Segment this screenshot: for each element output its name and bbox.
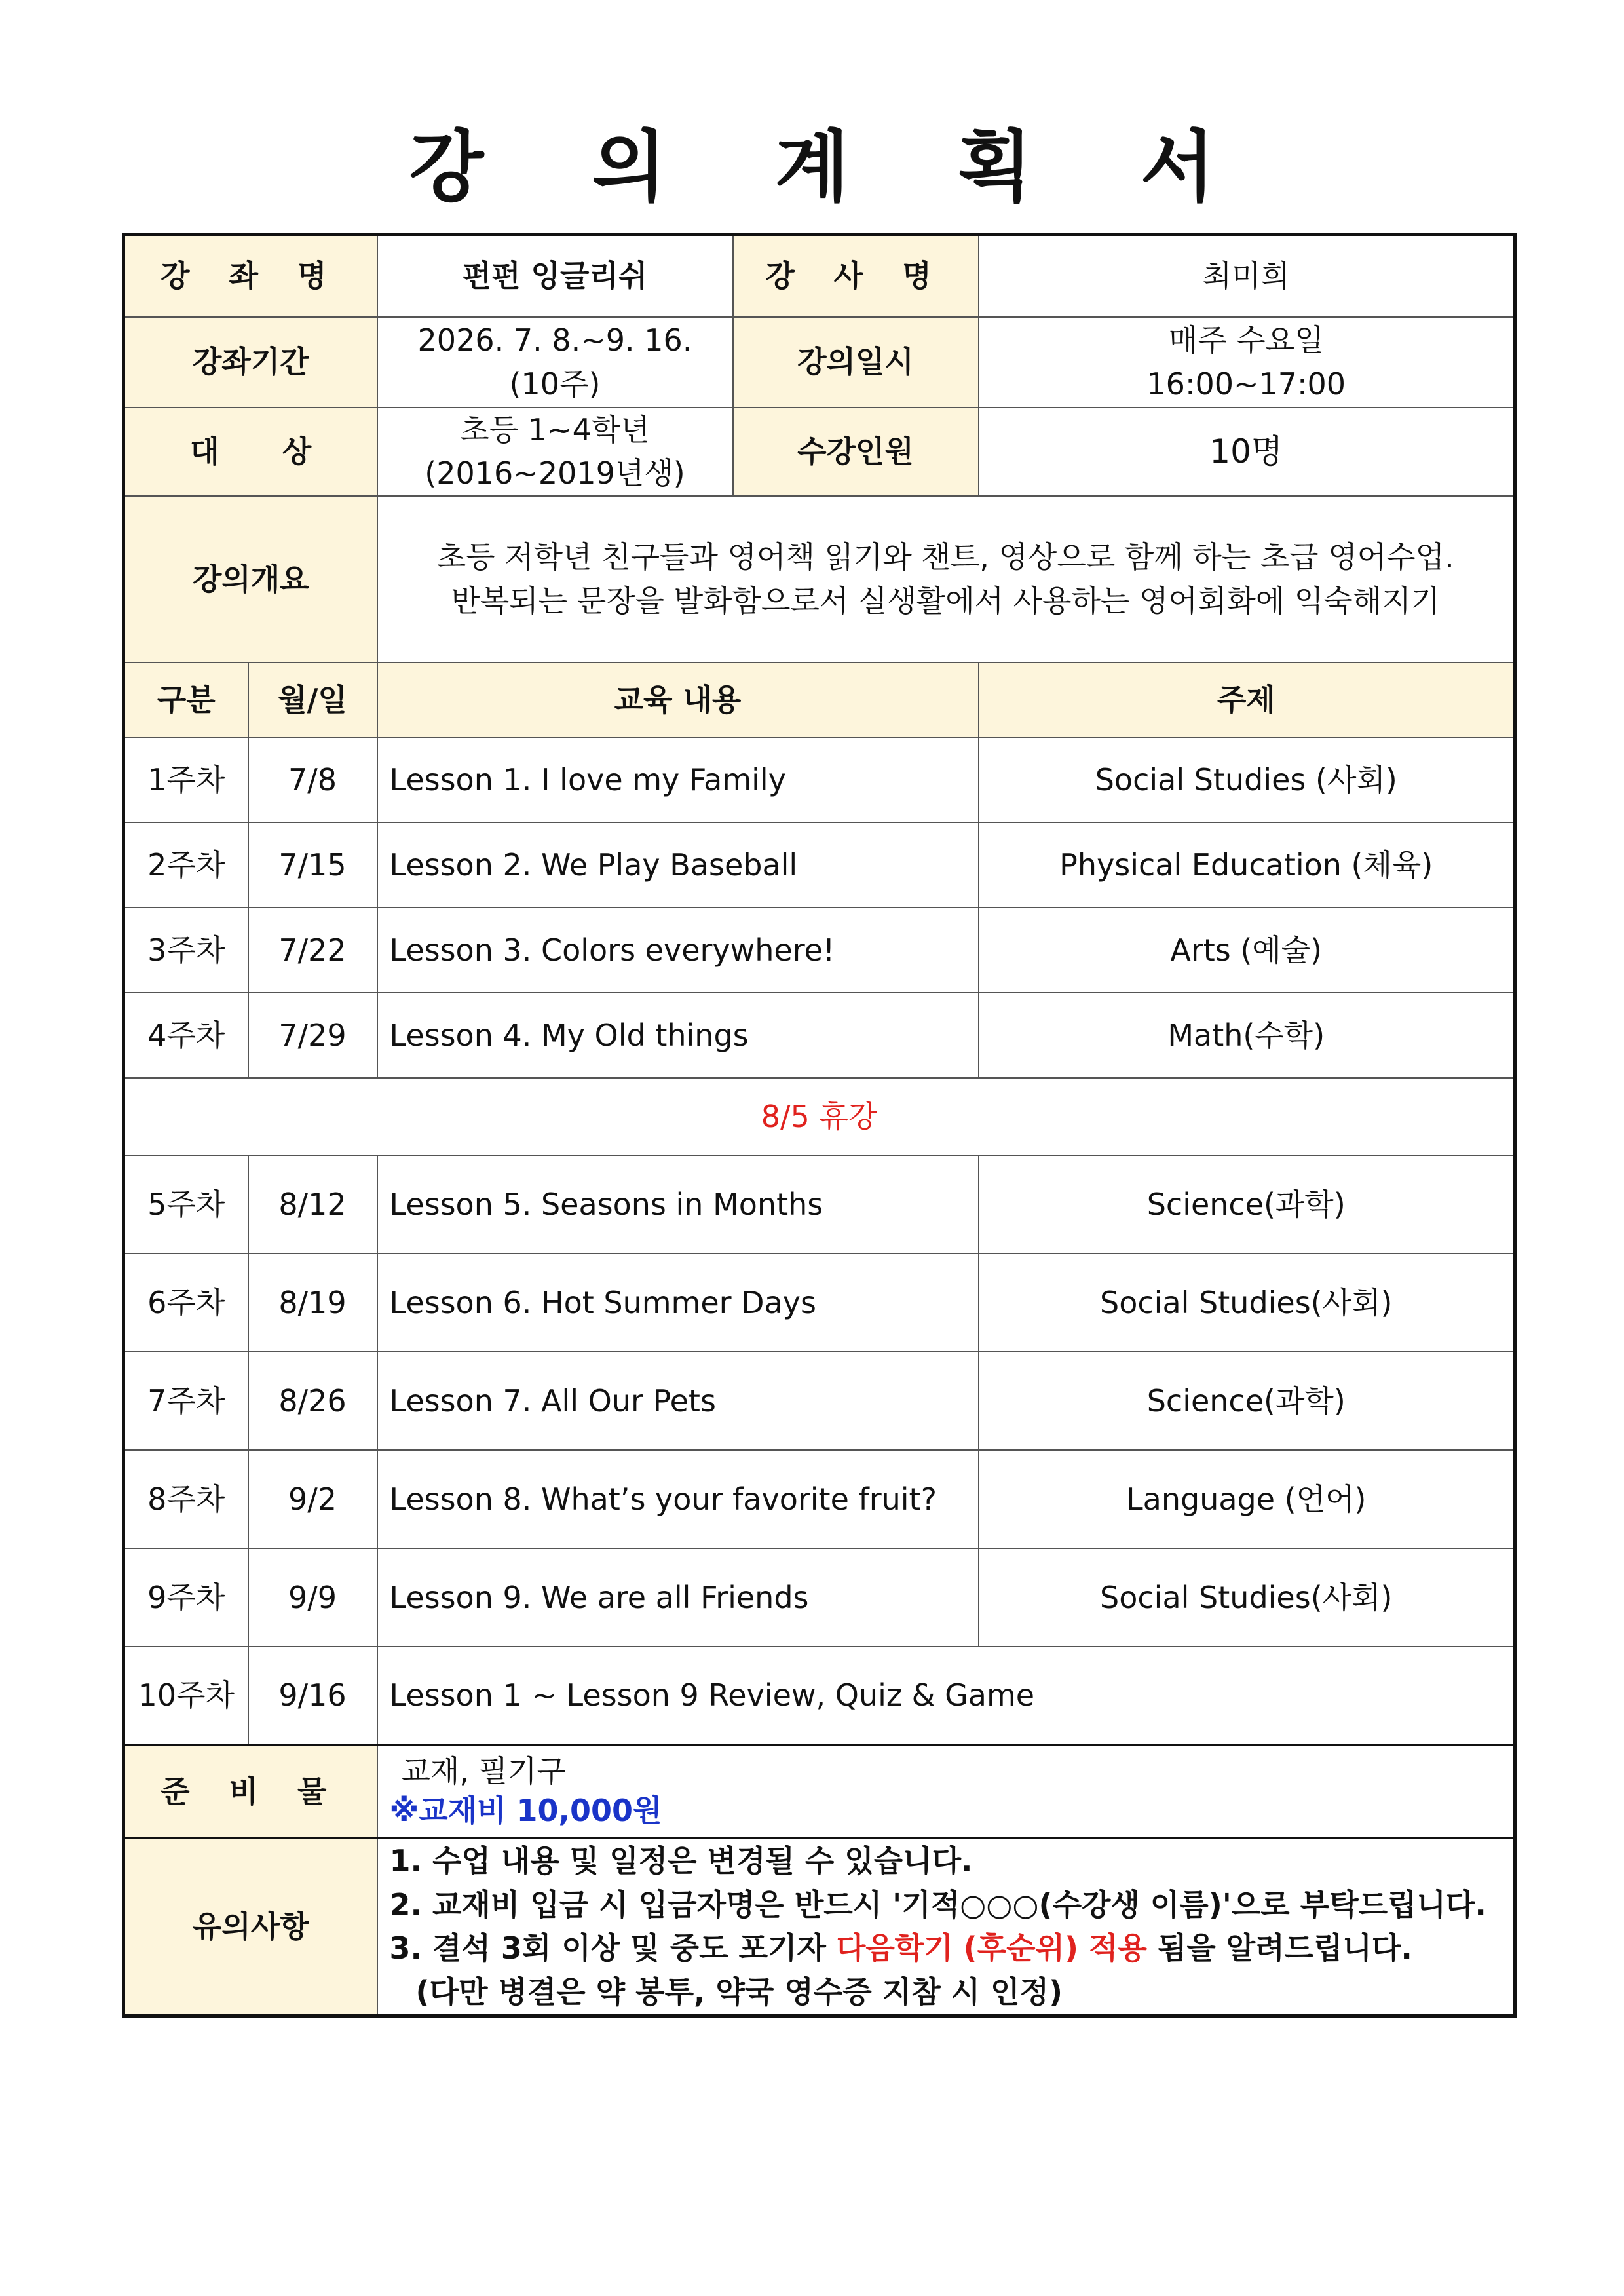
week-cell: 5주차 [124,1155,248,1253]
content-cell: Lesson 6. Hot Summer Days [377,1253,979,1352]
info-row-target [124,408,1515,496]
note-line-3 [390,1926,1502,1970]
content-cell: Lesson 9. We are all Friends [377,1548,979,1647]
header-subject: 주제 [979,662,1515,737]
info-row-course [124,235,1515,317]
content-cell: Lesson 7. All Our Pets [377,1352,979,1450]
table-row-final [124,1647,1515,1745]
materials-label: 준 비 물 [124,1745,377,1838]
info-row-period [124,317,1515,408]
subject-cell: Science(과학) [979,1352,1515,1450]
date-cell: 9/9 [248,1548,377,1647]
period-dates: 2026. 7. 8.~9. 16. [417,322,692,358]
date-cell: 8/12 [248,1155,377,1253]
week-cell: 8주차 [124,1450,248,1548]
date-cell: 7/29 [248,993,377,1078]
target-value [377,408,733,496]
subject-cell: Physical Education (체육) [979,822,1515,908]
instructor-label: 강 사 명 [733,235,979,317]
header-week: 구분 [124,662,248,737]
break-row [124,1078,1515,1155]
subject-cell: Arts (예술) [979,908,1515,993]
table-row [124,993,1515,1078]
capacity-label: 수강인원 [733,408,979,496]
table-row [124,1450,1515,1548]
week-cell: 4주차 [124,993,248,1078]
content-cell: Lesson 5. Seasons in Months [377,1155,979,1253]
table-row [124,1548,1515,1647]
table-row [124,908,1515,993]
note-line-3-start: 3. 결석 3회 이상 및 중도 포기자 [389,1930,837,1966]
week-cell: 1주차 [124,737,248,822]
content-cell: Lesson 3. Colors everywhere! [377,908,979,993]
capacity-value: 10명 [979,408,1515,496]
period-value [377,317,733,408]
overview-line-2: 반복되는 문장을 발화함으로서 실생활에서 사용하는 영어회화에 익숙해지기 [451,583,1441,619]
overview-value [377,496,1515,662]
content-cell: Lesson 4. My Old things [377,993,979,1078]
course-name-label: 강 좌 명 [124,235,377,317]
notes-row [124,1838,1515,2016]
subject-cell: Social Studies(사회) [979,1253,1515,1352]
notes-value [377,1838,1515,2016]
course-name-value: 펀펀 잉글리쉬 [377,235,733,317]
info-row-overview [124,496,1515,662]
week-cell: 7주차 [124,1352,248,1450]
lecture-plan-table [122,233,1517,2018]
materials-fee: ※교재비 10,000원 [389,1792,662,1828]
subject-cell: Science(과학) [979,1155,1515,1253]
subject-cell: Social Studies (사회) [979,737,1515,822]
document-title: 강 의 계 획 서 [409,122,1256,212]
content-cell: Lesson 2. We Play Baseball [377,822,979,908]
date-cell: 7/15 [248,822,377,908]
subject-cell: Math(수학) [979,993,1515,1078]
notes-label: 유의사항 [124,1838,377,2016]
date-cell: 7/8 [248,737,377,822]
content-cell: Lesson 8. What’s your favorite fruit? [377,1450,979,1548]
date-cell: 8/26 [248,1352,377,1450]
content-cell: Lesson 1. I love my Family [377,737,979,822]
week-cell: 6주차 [124,1253,248,1352]
target-label: 대 상 [124,408,377,496]
overview-label: 강의개요 [124,496,377,662]
schedule-header-row [124,662,1515,737]
content-cell: Lesson 1 ~ Lesson 9 Review, Quiz & Game [377,1647,1515,1745]
target-birth-years: (2016~2019년생) [425,455,685,491]
period-label: 강좌기간 [124,317,377,408]
note-line-4: (다만 병결은 약 봉투, 약국 영수증 지참 시 인정) [415,1974,1063,2010]
table-row [124,1155,1515,1253]
note-line-1: 1. 수업 내용 및 일정은 변경될 수 있습니다. [389,1843,973,1879]
date-cell: 9/2 [248,1450,377,1548]
materials-row [124,1745,1515,1838]
table-row [124,737,1515,822]
header-date: 월/일 [248,662,377,737]
note-line-3-highlight: 다음학기 (후순위) 적용 [836,1930,1147,1966]
period-weeks: (10주) [509,366,601,402]
instructor-value: 최미희 [979,235,1515,317]
schedule-day: 매주 수요일 [1168,322,1324,358]
week-cell: 9주차 [124,1548,248,1647]
week-cell: 2주차 [124,822,248,908]
subject-cell: Social Studies(사회) [979,1548,1515,1647]
materials-value [377,1745,1515,1838]
table-row [124,1253,1515,1352]
schedule-value [979,317,1515,408]
materials-items: 교재, 필기구 [401,1753,566,1789]
overview-line-1: 초등 저학년 친구들과 영어책 읽기와 챈트, 영상으로 함께 하는 초급 영어수업. [436,539,1454,575]
note-line-2: 2. 교재비 입금 시 입금자명은 반드시 '기적○○○(수강생 이름)'으로 부탁드립니다. [389,1886,1486,1923]
schedule-time: 16:00~17:00 [1146,366,1346,402]
target-grade: 초등 1~4학년 [460,411,650,448]
week-cell: 3주차 [124,908,248,993]
date-cell: 9/16 [248,1647,377,1745]
week-cell: 10주차 [124,1647,248,1745]
note-line-3-end: 됨을 알려드립니다. [1146,1930,1412,1966]
schedule-label: 강의일시 [733,317,979,408]
subject-cell: Language (언어) [979,1450,1515,1548]
table-row [124,822,1515,908]
date-cell: 7/22 [248,908,377,993]
break-notice: 8/5 휴강 [124,1078,1515,1155]
table-row [124,1352,1515,1450]
date-cell: 8/19 [248,1253,377,1352]
header-content: 교육 내용 [377,662,979,737]
